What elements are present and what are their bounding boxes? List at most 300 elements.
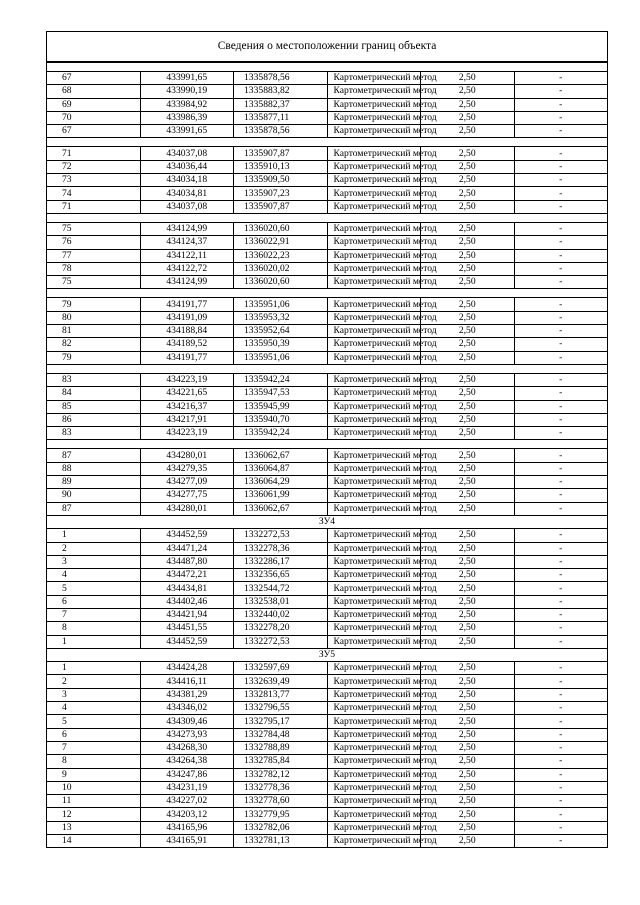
y-coordinate-cell: 1335947,53 [234,387,328,400]
y-coordinate-cell: 1335942,24 [234,373,328,386]
accuracy-cell: 2,50 [421,111,515,124]
method-cell: Картометрический метод [327,200,421,213]
x-coordinate-cell: 434203,12 [140,808,234,821]
table-row [47,462,608,475]
x-coordinate-cell: 434191,09 [140,311,234,324]
description-cell: - [514,160,608,173]
y-coordinate-cell: 1335940,70 [234,413,328,426]
x-coordinate-cell: 434188,84 [140,325,234,338]
y-coordinate-cell: 1336020,02 [234,262,328,275]
point-number-cell: 77 [47,249,141,262]
y-coordinate-cell: 1335907,87 [234,200,328,213]
x-coordinate-cell: 434264,38 [140,755,234,768]
x-coordinate-cell: 434122,72 [140,262,234,275]
table-row [47,262,608,275]
x-coordinate-cell: 434273,93 [140,728,234,741]
x-coordinate-cell: 434424,28 [140,662,234,675]
table-row [47,325,608,338]
table-row [47,569,608,582]
table-row [47,236,608,249]
method-cell: Картометрический метод [327,98,421,111]
method-cell: Картометрический метод [327,728,421,741]
description-cell: - [514,276,608,289]
accuracy-cell: 2,50 [421,276,515,289]
description-cell: - [514,728,608,741]
accuracy-cell: 2,50 [421,338,515,351]
y-coordinate-cell: 1332781,13 [234,835,328,848]
table-row [47,728,608,741]
method-cell: Картометрический метод [327,622,421,635]
method-cell: Картометрический метод [327,85,421,98]
description-cell: - [514,72,608,85]
x-coordinate-cell: 434223,19 [140,373,234,386]
accuracy-cell: 2,50 [421,542,515,555]
method-cell: Картометрический метод [327,569,421,582]
point-number-cell: 1 [47,529,141,542]
accuracy-cell: 2,50 [421,462,515,475]
method-cell: Картометрический метод [327,222,421,235]
method-cell: Картометрический метод [327,160,421,173]
x-coordinate-cell: 434231,19 [140,781,234,794]
x-coordinate-cell: 434381,29 [140,688,234,701]
spacer-cell [47,289,608,298]
point-number-cell: 71 [47,200,141,213]
x-coordinate-cell: 434451,55 [140,622,234,635]
y-coordinate-cell: 1332795,17 [234,715,328,728]
description-cell: - [514,781,608,794]
accuracy-cell: 2,50 [421,502,515,515]
method-cell: Картометрический метод [327,338,421,351]
x-coordinate-cell: 434402,46 [140,595,234,608]
table-row [47,529,608,542]
section-spacer-row [47,63,608,72]
x-coordinate-cell: 434277,09 [140,476,234,489]
table-row [47,222,608,235]
table-row [47,582,608,595]
description-cell: - [514,795,608,808]
method-cell: Картометрический метод [327,351,421,364]
y-coordinate-cell: 1332778,36 [234,781,328,794]
y-coordinate-cell: 1336062,67 [234,502,328,515]
method-cell: Картометрический метод [327,298,421,311]
method-cell: Картометрический метод [327,795,421,808]
method-cell: Картометрический метод [327,413,421,426]
method-cell: Картометрический метод [327,595,421,608]
description-cell: - [514,249,608,262]
table-row [47,622,608,635]
y-coordinate-cell: 1332278,36 [234,542,328,555]
point-number-cell: 83 [47,373,141,386]
accuracy-cell: 2,50 [421,174,515,187]
y-coordinate-cell: 1335883,82 [234,85,328,98]
point-number-cell: 67 [47,125,141,138]
point-number-cell: 4 [47,702,141,715]
table-row [47,187,608,200]
description-cell: - [514,400,608,413]
y-coordinate-cell: 1335909,50 [234,174,328,187]
table-row [47,98,608,111]
accuracy-cell: 2,50 [421,675,515,688]
section-spacer-row [47,138,608,147]
table-row [47,200,608,213]
spacer-cell [47,138,608,147]
table-row [47,555,608,568]
point-number-cell: 83 [47,427,141,440]
description-cell: - [514,85,608,98]
method-cell: Картометрический метод [327,249,421,262]
point-number-cell: 1 [47,635,141,648]
accuracy-cell: 2,50 [421,249,515,262]
x-coordinate-cell: 434268,30 [140,741,234,754]
table-row [47,298,608,311]
table-row [47,449,608,462]
description-cell: - [514,222,608,235]
method-cell: Картометрический метод [327,688,421,701]
x-coordinate-cell: 434216,37 [140,400,234,413]
description-cell: - [514,555,608,568]
table-row [47,675,608,688]
spacer-cell [47,364,608,373]
document-title: Сведения о местоположении границ объекта [46,31,608,62]
x-coordinate-cell: 433990,19 [140,85,234,98]
accuracy-cell: 2,50 [421,795,515,808]
accuracy-cell: 2,50 [421,373,515,386]
description-cell: - [514,111,608,124]
accuracy-cell: 2,50 [421,608,515,621]
y-coordinate-cell: 1335907,23 [234,187,328,200]
table-row [47,125,608,138]
y-coordinate-cell: 1335951,06 [234,298,328,311]
x-coordinate-cell: 434472,21 [140,569,234,582]
accuracy-cell: 2,50 [421,262,515,275]
accuracy-cell: 2,50 [421,489,515,502]
method-cell: Картометрический метод [327,608,421,621]
section-spacer-row [47,289,608,298]
table-row [47,160,608,173]
table-row [47,635,608,648]
method-cell: Картометрический метод [327,174,421,187]
description-cell: - [514,427,608,440]
method-cell: Картометрический метод [327,373,421,386]
y-coordinate-cell: 1336061,99 [234,489,328,502]
accuracy-cell: 2,50 [421,98,515,111]
x-coordinate-cell: 434217,91 [140,413,234,426]
description-cell: - [514,338,608,351]
description-cell: - [514,187,608,200]
accuracy-cell: 2,50 [421,569,515,582]
x-coordinate-cell: 433991,65 [140,125,234,138]
x-coordinate-cell: 434280,01 [140,502,234,515]
method-cell: Картометрический метод [327,387,421,400]
accuracy-cell: 2,50 [421,728,515,741]
description-cell: - [514,125,608,138]
accuracy-cell: 2,50 [421,325,515,338]
description-cell: - [514,476,608,489]
y-coordinate-cell: 1332784,48 [234,728,328,741]
method-cell: Картометрический метод [327,741,421,754]
method-cell: Картометрический метод [327,542,421,555]
section-spacer-row [47,440,608,449]
y-coordinate-cell: 1335877,11 [234,111,328,124]
description-cell: - [514,635,608,648]
table-row [47,400,608,413]
x-coordinate-cell: 434452,59 [140,635,234,648]
point-number-cell: 2 [47,675,141,688]
y-coordinate-cell: 1332778,60 [234,795,328,808]
table-row [47,147,608,160]
point-number-cell: 8 [47,622,141,635]
description-cell: - [514,608,608,621]
method-cell: Картометрический метод [327,111,421,124]
method-cell: Картометрический метод [327,325,421,338]
x-coordinate-cell: 434487,80 [140,555,234,568]
description-cell: - [514,325,608,338]
y-coordinate-cell: 1335951,06 [234,351,328,364]
y-coordinate-cell: 1332785,84 [234,755,328,768]
point-number-cell: 4 [47,569,141,582]
y-coordinate-cell: 1336022,91 [234,236,328,249]
point-number-cell: 73 [47,174,141,187]
description-cell: - [514,715,608,728]
spacer-cell [47,63,608,72]
accuracy-cell: 2,50 [421,187,515,200]
accuracy-cell: 2,50 [421,351,515,364]
description-cell: - [514,542,608,555]
method-cell: Картометрический метод [327,147,421,160]
table-row [47,662,608,675]
point-number-cell: 5 [47,582,141,595]
coordinates-table-body [47,63,608,848]
y-coordinate-cell: 1332356,65 [234,569,328,582]
table-row [47,542,608,555]
accuracy-cell: 2,50 [421,200,515,213]
table-row [47,311,608,324]
x-coordinate-cell: 434280,01 [140,449,234,462]
point-number-cell: 13 [47,821,141,834]
y-coordinate-cell: 1335945,99 [234,400,328,413]
description-cell: - [514,741,608,754]
method-cell: Картометрический метод [327,276,421,289]
method-cell: Картометрический метод [327,662,421,675]
description-cell: - [514,582,608,595]
point-number-cell: 87 [47,449,141,462]
method-cell: Картометрический метод [327,462,421,475]
point-number-cell: 89 [47,476,141,489]
method-cell: Картометрический метод [327,702,421,715]
accuracy-cell: 2,50 [421,821,515,834]
x-coordinate-cell: 434037,08 [140,200,234,213]
accuracy-cell: 2,50 [421,147,515,160]
table-row [47,249,608,262]
table-row [47,72,608,85]
x-coordinate-cell: 434034,18 [140,174,234,187]
accuracy-cell: 2,50 [421,582,515,595]
method-cell: Картометрический метод [327,449,421,462]
description-cell: - [514,262,608,275]
coordinates-table [46,62,608,848]
table-row [47,795,608,808]
point-number-cell: 75 [47,222,141,235]
y-coordinate-cell: 1335910,13 [234,160,328,173]
accuracy-cell: 2,50 [421,476,515,489]
description-cell: - [514,98,608,111]
point-number-cell: 71 [47,147,141,160]
description-cell: - [514,755,608,768]
method-cell: Картометрический метод [327,781,421,794]
x-coordinate-cell: 434034,81 [140,187,234,200]
point-number-cell: 3 [47,688,141,701]
x-coordinate-cell: 434124,37 [140,236,234,249]
accuracy-cell: 2,50 [421,311,515,324]
table-row [47,174,608,187]
description-cell: - [514,373,608,386]
point-number-cell: 75 [47,276,141,289]
y-coordinate-cell: 1332538,01 [234,595,328,608]
description-cell: - [514,662,608,675]
y-coordinate-cell: 1335950,39 [234,338,328,351]
x-coordinate-cell: 434191,77 [140,298,234,311]
x-coordinate-cell: 434037,08 [140,147,234,160]
y-coordinate-cell: 1332286,17 [234,555,328,568]
x-coordinate-cell: 434191,77 [140,351,234,364]
x-coordinate-cell: 434421,94 [140,608,234,621]
method-cell: Картометрический метод [327,582,421,595]
y-coordinate-cell: 1335953,32 [234,311,328,324]
y-coordinate-cell: 1336022,23 [234,249,328,262]
point-number-cell: 10 [47,781,141,794]
y-coordinate-cell: 1332278,20 [234,622,328,635]
y-coordinate-cell: 1332597,69 [234,662,328,675]
point-number-cell: 69 [47,98,141,111]
y-coordinate-cell: 1335878,56 [234,125,328,138]
point-number-cell: 6 [47,595,141,608]
y-coordinate-cell: 1332782,06 [234,821,328,834]
x-coordinate-cell: 434247,86 [140,768,234,781]
x-coordinate-cell: 434471,24 [140,542,234,555]
x-coordinate-cell: 434036,44 [140,160,234,173]
table-row [47,808,608,821]
section-header-row [47,648,608,661]
y-coordinate-cell: 1335952,64 [234,325,328,338]
point-number-cell: 70 [47,111,141,124]
method-cell: Картометрический метод [327,529,421,542]
description-cell: - [514,821,608,834]
description-cell: - [514,675,608,688]
method-cell: Картометрический метод [327,755,421,768]
table-row [47,702,608,715]
point-number-cell: 76 [47,236,141,249]
method-cell: Картометрический метод [327,125,421,138]
point-number-cell: 1 [47,662,141,675]
accuracy-cell: 2,50 [421,688,515,701]
table-row [47,489,608,502]
description-cell: - [514,569,608,582]
boundary-sheet [46,31,608,848]
x-coordinate-cell: 434279,35 [140,462,234,475]
x-coordinate-cell: 434434,81 [140,582,234,595]
description-cell: - [514,236,608,249]
point-number-cell: 11 [47,795,141,808]
point-number-cell: 7 [47,608,141,621]
accuracy-cell: 2,50 [421,741,515,754]
x-coordinate-cell: 434165,96 [140,821,234,834]
description-cell: - [514,595,608,608]
description-cell: - [514,200,608,213]
y-coordinate-cell: 1332813,77 [234,688,328,701]
x-coordinate-cell: 434165,91 [140,835,234,848]
y-coordinate-cell: 1332788,89 [234,741,328,754]
point-number-cell: 87 [47,502,141,515]
table-row [47,755,608,768]
description-cell: - [514,529,608,542]
point-number-cell: 84 [47,387,141,400]
point-number-cell: 7 [47,741,141,754]
method-cell: Картометрический метод [327,72,421,85]
x-coordinate-cell: 434124,99 [140,276,234,289]
description-cell: - [514,835,608,848]
table-row [47,595,608,608]
accuracy-cell: 2,50 [421,427,515,440]
accuracy-cell: 2,50 [421,160,515,173]
accuracy-cell: 2,50 [421,400,515,413]
y-coordinate-cell: 1332639,49 [234,675,328,688]
point-number-cell: 3 [47,555,141,568]
description-cell: - [514,768,608,781]
accuracy-cell: 2,50 [421,808,515,821]
x-coordinate-cell: 434223,19 [140,427,234,440]
x-coordinate-cell: 433984,92 [140,98,234,111]
point-number-cell: 78 [47,262,141,275]
x-coordinate-cell: 434309,46 [140,715,234,728]
section-header-label: ЗУ5 [47,648,608,661]
point-number-cell: 88 [47,462,141,475]
table-row [47,821,608,834]
x-coordinate-cell: 434277,75 [140,489,234,502]
method-cell: Картометрический метод [327,476,421,489]
spacer-cell [47,213,608,222]
method-cell: Картометрический метод [327,808,421,821]
x-coordinate-cell: 434346,02 [140,702,234,715]
point-number-cell: 85 [47,400,141,413]
description-cell: - [514,502,608,515]
x-coordinate-cell: 434227,02 [140,795,234,808]
method-cell: Картометрический метод [327,715,421,728]
accuracy-cell: 2,50 [421,635,515,648]
accuracy-cell: 2,50 [421,387,515,400]
accuracy-cell: 2,50 [421,702,515,715]
y-coordinate-cell: 1332440,02 [234,608,328,621]
method-cell: Картометрический метод [327,262,421,275]
point-number-cell: 72 [47,160,141,173]
accuracy-cell: 2,50 [421,72,515,85]
accuracy-cell: 2,50 [421,298,515,311]
x-coordinate-cell: 433991,65 [140,72,234,85]
point-number-cell: 82 [47,338,141,351]
table-row [47,427,608,440]
description-cell: - [514,147,608,160]
x-coordinate-cell: 434124,99 [140,222,234,235]
y-coordinate-cell: 1332272,53 [234,529,328,542]
table-row [47,781,608,794]
table-row [47,338,608,351]
description-cell: - [514,351,608,364]
method-cell: Картометрический метод [327,489,421,502]
point-number-cell: 79 [47,298,141,311]
x-coordinate-cell: 434416,11 [140,675,234,688]
description-cell: - [514,174,608,187]
y-coordinate-cell: 1332796,55 [234,702,328,715]
description-cell: - [514,622,608,635]
